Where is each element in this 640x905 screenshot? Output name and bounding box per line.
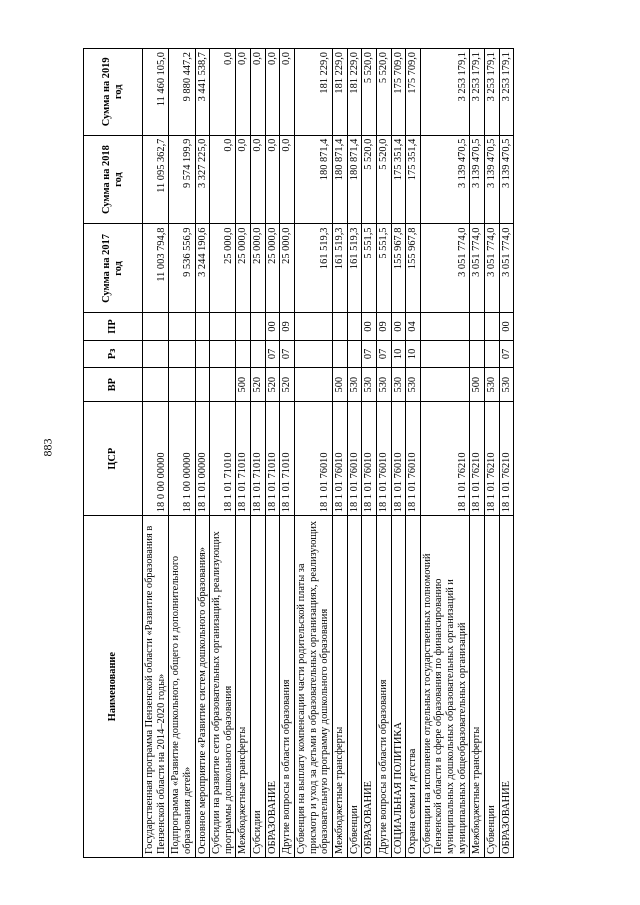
table-row — [499, 49, 514, 858]
cell-pr — [420, 313, 470, 340]
cell-name: ОБРАЗОВАНИЕ — [499, 516, 514, 858]
cell-rz: 07 — [265, 340, 280, 367]
cell-vr: 520 — [265, 368, 280, 402]
table-row — [143, 49, 169, 858]
cell-vr — [420, 368, 470, 402]
table-row — [332, 49, 347, 858]
cell-sum-2019: 3 253 179,1 — [485, 49, 500, 136]
rotated-table-container — [83, 48, 613, 858]
cell-sum-2017: 11 003 794,8 — [143, 224, 169, 313]
cell-rz: 07 — [499, 340, 514, 367]
cell-sum-2019: 175 709,0 — [391, 49, 406, 136]
cell-rz — [470, 340, 485, 367]
cell-sum-2017: 161 519,3 — [295, 224, 333, 313]
table-row — [169, 49, 195, 858]
cell-name: Субвенции на исполнение отдельных государственных полномочий Пензенской области в сфере образования по финансированию муниципальных дошкольных образовательных организаций и муниципальных общеобразовательных организаций — [420, 516, 470, 858]
header-sum-2019: Сумма на 2019 год — [84, 49, 143, 136]
cell-name: Субсидии на развитие сети образовательных организаций, реализующих программы дошкольного образования — [210, 516, 236, 858]
cell-sum-2018: 3 139 470,5 — [420, 135, 470, 224]
cell-sum-2018: 5 520,0 — [376, 135, 391, 224]
cell-name: СОЦИАЛЬНАЯ ПОЛИТИКА — [391, 516, 406, 858]
cell-csr: 18 1 01 76010 — [376, 402, 391, 516]
cell-sum-2019: 0,0 — [236, 49, 251, 136]
cell-rz: 07 — [376, 340, 391, 367]
cell-csr: 18 1 01 76010 — [332, 402, 347, 516]
cell-sum-2019: 3 253 179,1 — [470, 49, 485, 136]
cell-vr: 500 — [332, 368, 347, 402]
cell-csr: 18 1 01 76010 — [362, 402, 377, 516]
table-row — [485, 49, 500, 858]
cell-rz — [295, 340, 333, 367]
cell-sum-2017: 25 000,0 — [210, 224, 236, 313]
cell-pr — [251, 313, 266, 340]
cell-name: Субвенции — [485, 516, 500, 858]
cell-pr: 04 — [406, 313, 421, 340]
cell-vr: 530 — [499, 368, 514, 402]
cell-sum-2019: 5 520,0 — [362, 49, 377, 136]
cell-vr: 530 — [362, 368, 377, 402]
cell-sum-2017: 3 051 774,0 — [499, 224, 514, 313]
cell-pr — [470, 313, 485, 340]
cell-sum-2019: 175 709,0 — [406, 49, 421, 136]
cell-sum-2019: 9 880 447,2 — [169, 49, 195, 136]
cell-pr — [169, 313, 195, 340]
cell-sum-2019: 0,0 — [251, 49, 266, 136]
cell-sum-2017: 25 000,0 — [251, 224, 266, 313]
cell-sum-2018: 175 351,4 — [391, 135, 406, 224]
cell-csr: 18 1 01 71010 — [251, 402, 266, 516]
cell-sum-2018: 0,0 — [265, 135, 280, 224]
cell-csr: 18 1 01 76210 — [499, 402, 514, 516]
cell-csr: 18 1 01 76010 — [391, 402, 406, 516]
cell-name: Межбюджетные трансферты — [236, 516, 251, 858]
cell-rz — [236, 340, 251, 367]
cell-pr — [485, 313, 500, 340]
cell-pr — [236, 313, 251, 340]
cell-sum-2018: 11 095 362,7 — [143, 135, 169, 224]
cell-sum-2019: 0,0 — [210, 49, 236, 136]
cell-sum-2019: 0,0 — [265, 49, 280, 136]
cell-rz — [332, 340, 347, 367]
cell-pr — [195, 313, 210, 340]
table-row — [406, 49, 421, 858]
cell-vr: 530 — [406, 368, 421, 402]
cell-sum-2019: 11 460 105,0 — [143, 49, 169, 136]
header-csr: ЦСР — [84, 402, 143, 516]
cell-vr: 500 — [470, 368, 485, 402]
cell-name: ОБРАЗОВАНИЕ — [265, 516, 280, 858]
cell-sum-2017: 3 051 774,0 — [485, 224, 500, 313]
cell-name: Субвенции — [347, 516, 362, 858]
cell-sum-2018: 0,0 — [251, 135, 266, 224]
cell-vr — [169, 368, 195, 402]
cell-name: Государственная программа Пензенской области «Развитие образования в Пензенской области на 2014–2020 годы» — [143, 516, 169, 858]
cell-pr: 00 — [499, 313, 514, 340]
cell-csr: 18 0 00 00000 — [143, 402, 169, 516]
cell-csr: 18 1 01 76210 — [420, 402, 470, 516]
cell-sum-2019: 181 229,0 — [347, 49, 362, 136]
cell-sum-2019: 0,0 — [280, 49, 295, 136]
cell-sum-2019: 181 229,0 — [332, 49, 347, 136]
cell-sum-2019: 3 441 538,7 — [195, 49, 210, 136]
cell-rz — [347, 340, 362, 367]
table-row — [295, 49, 333, 858]
cell-rz: 07 — [362, 340, 377, 367]
cell-name: Субсидии — [251, 516, 266, 858]
table-row — [391, 49, 406, 858]
cell-csr: 18 1 01 71010 — [236, 402, 251, 516]
cell-sum-2019: 181 229,0 — [295, 49, 333, 136]
cell-vr: 530 — [376, 368, 391, 402]
table-row — [195, 49, 210, 858]
cell-csr: 18 1 01 76010 — [406, 402, 421, 516]
cell-sum-2018: 180 871,4 — [295, 135, 333, 224]
table-row — [362, 49, 377, 858]
table-header-row — [84, 49, 143, 858]
cell-sum-2017: 25 000,0 — [236, 224, 251, 313]
table-row — [210, 49, 236, 858]
cell-sum-2018: 3 139 470,5 — [485, 135, 500, 224]
cell-name: Другие вопросы в области образования — [376, 516, 391, 858]
cell-csr: 18 1 01 76010 — [347, 402, 362, 516]
cell-rz — [169, 340, 195, 367]
cell-sum-2019: 3 253 179,1 — [499, 49, 514, 136]
cell-sum-2018: 175 351,4 — [406, 135, 421, 224]
cell-name: Охрана семьи и детства — [406, 516, 421, 858]
cell-sum-2019: 5 520,0 — [376, 49, 391, 136]
cell-csr: 18 1 01 71010 — [265, 402, 280, 516]
table-row — [265, 49, 280, 858]
cell-csr: 18 1 00 00000 — [169, 402, 195, 516]
cell-sum-2018: 3 139 470,5 — [499, 135, 514, 224]
cell-sum-2017: 5 551,5 — [362, 224, 377, 313]
cell-name: Межбюджетные трансферты — [470, 516, 485, 858]
cell-name: Межбюджетные трансферты — [332, 516, 347, 858]
cell-pr: 00 — [362, 313, 377, 340]
cell-csr: 18 1 01 76210 — [485, 402, 500, 516]
cell-sum-2018: 0,0 — [210, 135, 236, 224]
cell-sum-2017: 25 000,0 — [280, 224, 295, 313]
cell-sum-2018: 0,0 — [280, 135, 295, 224]
cell-vr: 520 — [251, 368, 266, 402]
cell-sum-2019: 3 253 179,1 — [420, 49, 470, 136]
cell-pr: 00 — [265, 313, 280, 340]
cell-pr — [143, 313, 169, 340]
cell-pr — [295, 313, 333, 340]
cell-sum-2017: 161 519,3 — [332, 224, 347, 313]
cell-name: Другие вопросы в области образования — [280, 516, 295, 858]
cell-pr: 09 — [376, 313, 391, 340]
cell-sum-2017: 3 051 774,0 — [470, 224, 485, 313]
cell-pr: 00 — [391, 313, 406, 340]
cell-rz: 10 — [406, 340, 421, 367]
budget-table — [83, 48, 514, 858]
table-row — [236, 49, 251, 858]
header-sum-2017: Сумма на 2017 год — [84, 224, 143, 313]
cell-name: Субвенция на выплату компенсации части родительской платы за присмотр и уход за детьми в образовательных организациях, реализующих образовательную программу дошкольного образования — [295, 516, 333, 858]
cell-csr: 18 1 01 71010 — [210, 402, 236, 516]
cell-pr — [332, 313, 347, 340]
cell-vr — [210, 368, 236, 402]
cell-csr: 18 1 01 76010 — [295, 402, 333, 516]
cell-sum-2018: 3 327 225,0 — [195, 135, 210, 224]
cell-sum-2018: 180 871,4 — [332, 135, 347, 224]
cell-vr: 530 — [391, 368, 406, 402]
cell-pr: 09 — [280, 313, 295, 340]
cell-rz — [143, 340, 169, 367]
cell-vr: 530 — [347, 368, 362, 402]
table-row — [420, 49, 470, 858]
cell-sum-2017: 155 967,8 — [406, 224, 421, 313]
cell-vr: 530 — [485, 368, 500, 402]
table-row — [280, 49, 295, 858]
cell-sum-2017: 3 051 774,0 — [420, 224, 470, 313]
header-name: Наименование — [84, 516, 143, 858]
table-row — [470, 49, 485, 858]
cell-rz — [485, 340, 500, 367]
cell-csr: 18 1 01 76210 — [470, 402, 485, 516]
cell-name: Подпрограмма «Развитие дошкольного, общего и дополнительного образования детей» — [169, 516, 195, 858]
cell-name: Основное мероприятие «Развитие систем дошкольного образования» — [195, 516, 210, 858]
cell-rz — [251, 340, 266, 367]
table-row — [347, 49, 362, 858]
cell-sum-2018: 9 574 199,9 — [169, 135, 195, 224]
cell-rz — [195, 340, 210, 367]
rotated-table-frame — [83, 48, 613, 858]
cell-sum-2017: 161 519,3 — [347, 224, 362, 313]
header-vr: ВР — [84, 368, 143, 402]
cell-sum-2017: 5 551,5 — [376, 224, 391, 313]
cell-sum-2017: 9 536 556,9 — [169, 224, 195, 313]
cell-csr: 18 1 01 71010 — [280, 402, 295, 516]
cell-vr: 520 — [280, 368, 295, 402]
cell-sum-2017: 25 000,0 — [265, 224, 280, 313]
cell-sum-2018: 3 139 470,5 — [470, 135, 485, 224]
cell-sum-2018: 180 871,4 — [347, 135, 362, 224]
cell-rz: 07 — [280, 340, 295, 367]
cell-rz — [420, 340, 470, 367]
table-row — [251, 49, 266, 858]
cell-vr — [295, 368, 333, 402]
cell-name: ОБРАЗОВАНИЕ — [362, 516, 377, 858]
page-number: 883 — [40, 438, 55, 457]
cell-sum-2017: 3 244 190,6 — [195, 224, 210, 313]
cell-sum-2017: 155 967,8 — [391, 224, 406, 313]
cell-vr — [143, 368, 169, 402]
cell-pr — [347, 313, 362, 340]
header-sum-2018: Сумма на 2018 год — [84, 135, 143, 224]
header-rz: Рз — [84, 340, 143, 367]
cell-csr: 18 1 01 00000 — [195, 402, 210, 516]
cell-rz: 10 — [391, 340, 406, 367]
cell-sum-2018: 5 520,0 — [362, 135, 377, 224]
header-pr: ПР — [84, 313, 143, 340]
cell-vr — [195, 368, 210, 402]
cell-rz — [210, 340, 236, 367]
cell-sum-2018: 0,0 — [236, 135, 251, 224]
cell-vr: 500 — [236, 368, 251, 402]
table-row — [376, 49, 391, 858]
cell-pr — [210, 313, 236, 340]
